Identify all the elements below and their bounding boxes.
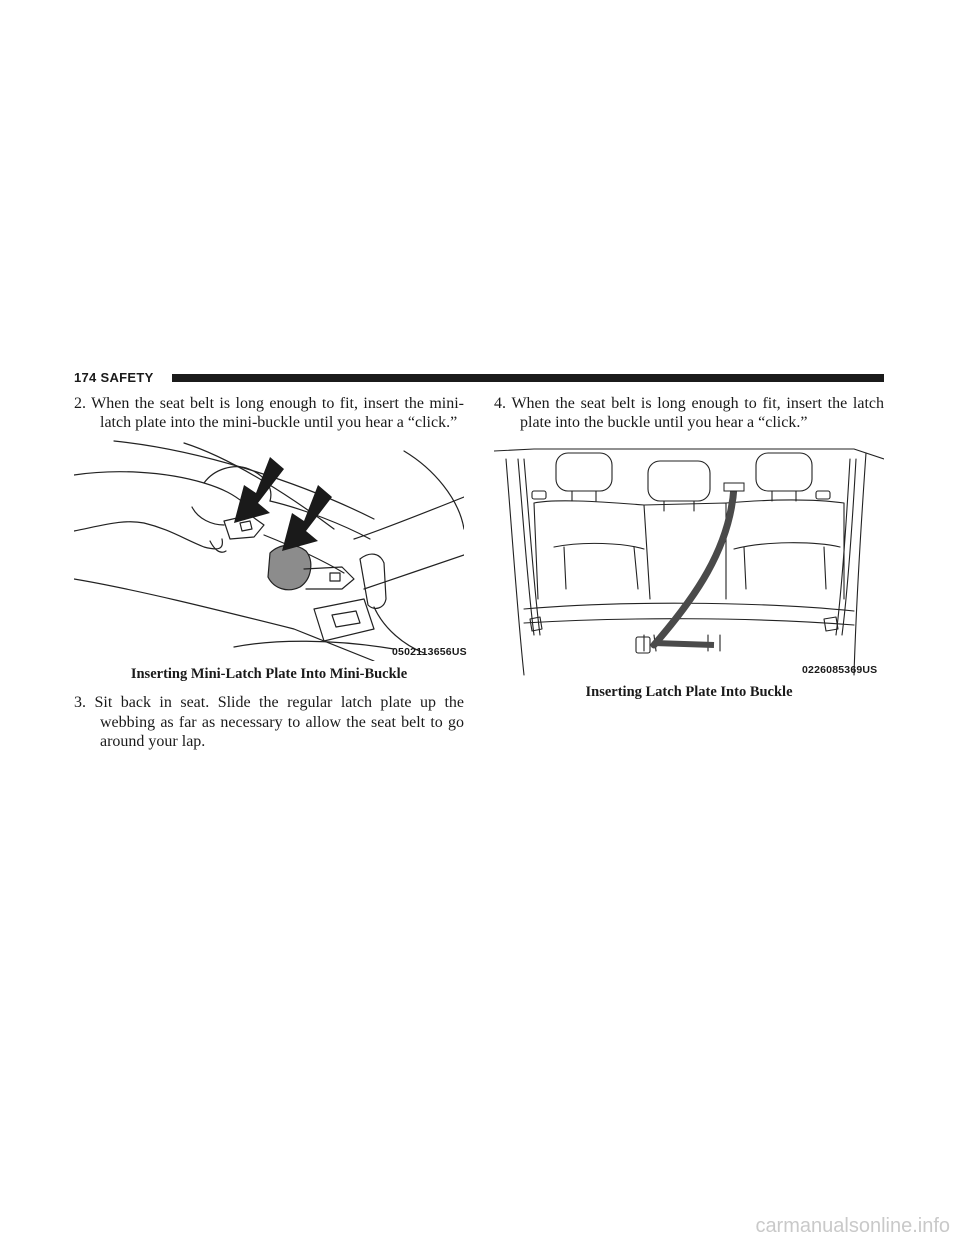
figure-caption: Inserting Mini-Latch Plate Into Mini-Buckle xyxy=(130,665,408,682)
figure-latch-plate xyxy=(494,439,884,679)
step-2: 2. When the seat belt is long enough to fit, insert the mini-latch plate into the mini-buckle until you hear a “click.” xyxy=(74,395,464,432)
mini-latch-illustration xyxy=(74,439,464,661)
figure-code: 0226085369US xyxy=(802,663,878,676)
step-4: 4. When the seat belt is long enough to fit, insert the latch plate into the buckle until you hear a “click.” xyxy=(494,395,885,432)
step-3: 3. Sit back in seat. Slide the regular latch plate up the webbing as far as necessary to allow the seat belt to go around your lap. xyxy=(74,694,465,751)
rear-seat-illustration xyxy=(494,439,884,679)
right-column xyxy=(494,394,884,702)
page-header xyxy=(74,370,884,386)
watermark: carmanualsonline.info xyxy=(755,1215,950,1237)
page-header-label: 174 SAFETY xyxy=(74,370,154,385)
header-rule xyxy=(172,374,884,382)
figure-code: 0502113656US xyxy=(392,645,467,658)
figure-caption: Inserting Latch Plate Into Buckle xyxy=(585,683,793,700)
left-column xyxy=(74,394,467,751)
figure-mini-latch xyxy=(74,439,467,661)
